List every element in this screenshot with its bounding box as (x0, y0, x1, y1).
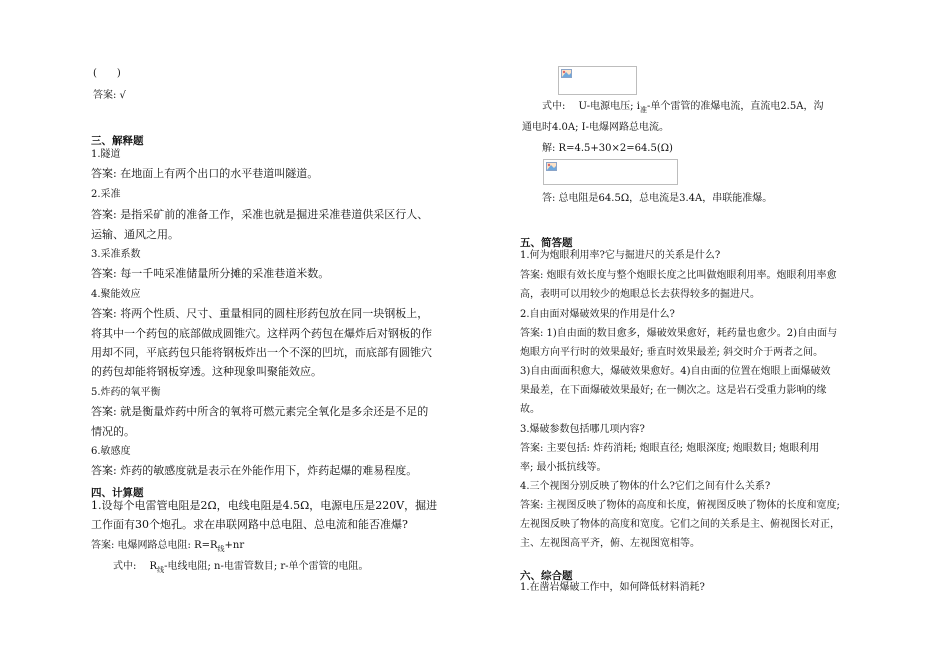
short-answer-1-line: 答案: 炮眼有效长度与整个炮眼长度之比叫做炮眼利用率。炮眼利用率愈 (520, 270, 837, 281)
term-3-answer: 答案: 每一千吨采准储量所分摊的采准巷道米数。 (91, 267, 330, 280)
answer-blank: ( ) (93, 68, 121, 79)
short-answer-2-line: 果最差，在下面爆破效果最好; 在一侧次之。这是岩石受重力影响的缘 (520, 385, 827, 396)
comprehensive-question-1: 1.在凿岩爆破工作中，如何降低材料消耗? (520, 582, 705, 593)
term-2-answer-line: 答案: 是指采矿前的准备工作，采准也就是掘进采准巷道供采区行人、 (91, 208, 429, 221)
term-4: 4.聚能效应 (91, 289, 141, 300)
section-heading-4: 四、计算题 (91, 487, 144, 499)
short-answer-3-line: 率; 最小抵抗线等。 (520, 462, 607, 473)
term-4-answer-line: 的药包却能将钢板穿透。这种现象叫聚能效应。 (91, 365, 322, 378)
formula-image (558, 66, 637, 95)
term-3: 3.采准系数 (91, 249, 141, 260)
term-1-answer: 答案: 在地面上有两个出口的水平巷道叫隧道。 (91, 167, 319, 180)
calc-formula-legend: 式中: $R_线-$电线电阻; n-电雷管数目; r-单个雷管的电阻。 (113, 561, 369, 574)
short-answer-2-line: 3)自由面面积愈大，爆破效果愈好。4)自由面的位置在炮眼上面爆破效 (520, 366, 831, 377)
term-1: 1.隧道 (91, 149, 121, 160)
short-question-3: 3.爆破参数包括哪几项内容? (520, 424, 645, 435)
image-placeholder-icon (561, 69, 572, 78)
short-question-1: 1.何为炮眼利用率?它与掘进尺的关系是什么? (520, 250, 721, 261)
short-answer-1-line: 高，表明可以用较少的炮眼总长去获得较多的掘进尺。 (520, 289, 760, 300)
calc-question-line: 1.设每个电雷管电阻是2Ω，电线电阻是4.5Ω，电源电压是220V，掘进 (91, 499, 438, 512)
term-6: 6.敏感度 (91, 446, 131, 457)
short-answer-2-line: 炮眼方向平行时的效果最好; 垂直时效果最差; 斜交时介于两者之间。 (520, 347, 824, 358)
term-5-answer-line: 情况的。 (91, 425, 135, 438)
short-answer-3-line: 答案: 主要包括: 炸药消耗; 炮眼直径; 炮眼深度; 炮眼数目; 炮眼利用 (520, 443, 820, 454)
calc-answer-formula: 答案: 电爆网路总电阻: $R=R_线+nr$ (91, 540, 245, 553)
term-2-answer-line: 运输、通风之用。 (91, 228, 179, 241)
term-4-answer-line: 用却不同，平底药包只能将钢板炸出一个不深的凹坑，而底部有圆锥穴 (91, 346, 432, 359)
short-question-4: 4.三个视图分别反映了物体的什么?它们之间有什么关系? (520, 481, 771, 492)
section-heading-3: 三、解释题 (91, 135, 144, 147)
term-4-answer-line: 将其中一个药包的底部做成圆锥穴。这样两个药包在爆炸后对钢板的作 (91, 327, 432, 340)
short-answer-4-line: 答案: 主视图反映了物体的高度和长度，俯视图反映了物体的长度和宽度; (520, 500, 840, 511)
formula-legend-line: 通电时4.0A; I-电爆网路总电流。 (522, 122, 670, 133)
image-placeholder-icon (546, 162, 557, 171)
formula-legend-line: 式中: U-电源电压; $i_准-$单个雷管的准爆电流，直流电2.5A，沟 (542, 101, 824, 114)
result-line: 答: 总电阻是64.5Ω，总电流是3.4A，串联能准爆。 (542, 193, 773, 204)
formula-image (543, 159, 678, 185)
answer-true: 答案: √ (93, 90, 126, 101)
term-5-answer-line: 答案: 就是衡量炸药中所含的氧将可燃元素完全氧化是多余还是不足的 (91, 405, 429, 418)
section-heading-5: 五、简答题 (520, 237, 573, 249)
short-answer-2-line: 故。 (520, 404, 540, 415)
short-answer-4-line: 主、左视图高平齐，俯、左视图宽相等。 (520, 538, 700, 549)
term-2: 2.采准 (91, 189, 121, 200)
short-question-2: 2.自由面对爆破效果的作用是什么? (520, 309, 675, 320)
term-5: 5.炸药的氧平衡 (91, 387, 161, 398)
term-4-answer-line: 答案: 将两个性质、尺寸、重量相同的圆柱形药包放在同一块钢板上， (91, 307, 429, 320)
term-6-answer: 答案: 炸药的敏感度就是表示在外能作用下，炸药起爆的难易程度。 (91, 464, 418, 477)
short-answer-4-line: 左视图反映了物体的高度和宽度。它们之间的关系是主、俯视图长对正， (520, 519, 840, 530)
calc-question-line: 工作面有30个炮孔。求在串联网路中总电阻、总电流和能否准爆? (91, 518, 408, 531)
solution-line: 解: R=4.5+30×2=64.5(Ω) (542, 143, 673, 154)
section-heading-6: 六、综合题 (520, 570, 573, 582)
short-answer-2-line: 答案: 1)自由面的数目愈多，爆破效果愈好，耗药量也愈少。2)自由面与 (520, 328, 838, 339)
